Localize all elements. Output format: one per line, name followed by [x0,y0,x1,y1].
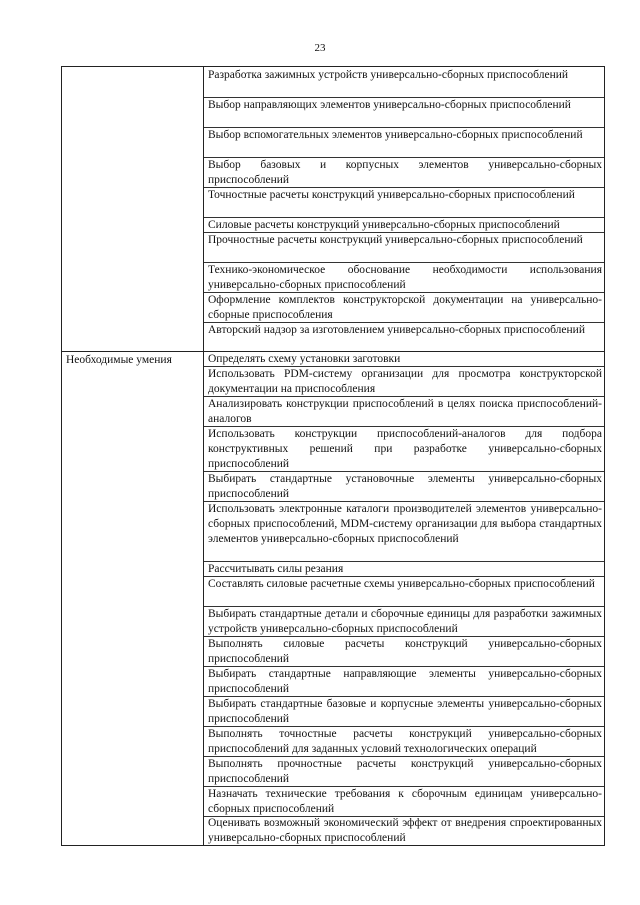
list-item: Авторский надзор за изготовлением универсально-сборных приспособлений [208,324,585,336]
list-item: Выбор базовых и корпусных элементов универсально-сборных приспособлений [208,159,602,186]
list-item: Выполнять точностные расчеты конструкций универсально-сборных приспособлений для заданных условий технологических операций [208,728,602,755]
page-number: 23 [314,42,326,54]
list-item: Выбирать стандартные установочные элементы универсально-сборных приспособлений [208,473,602,500]
list-item: Определять схему установки заготовки [208,353,401,365]
list-item: Выполнять прочностные расчеты конструкций универсально-сборных приспособлений [208,758,602,785]
list-item: Использовать конструкции приспособлений-аналогов для подбора конструктивных решений при разработке универсально-сборных приспособлений [208,428,602,470]
list-item: Выбор вспомогательных элементов универсально-сборных приспособлений [208,129,583,141]
list-item: Использовать электронные каталоги производителей элементов универсально-сборных приспособлений, MDM-систему организации для выбора стандартных элементов универсально-сборных приспособлений [208,503,602,545]
list-item: Выполнять силовые расчеты конструкций универсально-сборных приспособлений [208,638,602,665]
list-item: Оформление комплектов конструкторской документации на универсально-сборные приспособления [208,294,602,321]
list-item: Силовые расчеты конструкций универсально-сборных приспособлений [208,219,560,231]
list-item: Прочностные расчеты конструкций универсально-сборных приспособлений [208,234,583,246]
list-item: Выбирать стандартные детали и сборочные единицы для разработки зажимных устройств универсально-сборных приспособлений [208,608,602,635]
list-item: Использовать PDM-систему организации для просмотра конструкторской документации на приспособления [208,368,602,395]
list-item: Выбирать стандартные базовые и корпусные элементы универсально-сборных приспособлений [208,698,602,725]
list-item: Технико-экономическое обоснование необходимости использования универсально-сборных приспособлений [208,264,602,291]
list-item: Выбирать стандартные направляющие элементы универсально-сборных приспособлений [208,668,602,695]
list-item: Оценивать возможный экономический эффект от внедрения спроектированных универсально-сборных приспособлений [208,817,602,844]
list-item: Точностные расчеты конструкций универсально-сборных приспособлений [208,189,575,201]
list-item: Анализировать конструкции приспособлений в целях поиска приспособлений-аналогов [208,398,602,425]
list-item: Выбор направляющих элементов универсально-сборных приспособлений [208,99,571,111]
list-item: Разработка зажимных устройств универсально-сборных приспособлений [208,69,569,81]
list-item: Назначать технические требования к сборочным единицам универсально-сборных приспособлений [208,788,602,815]
list-item: Составлять силовые расчетные схемы универсально-сборных приспособлений [208,578,595,590]
column-divider [203,66,204,846]
list-item: Рассчитывать силы резания [208,563,344,575]
section-label: Необходимые умения [66,354,172,366]
